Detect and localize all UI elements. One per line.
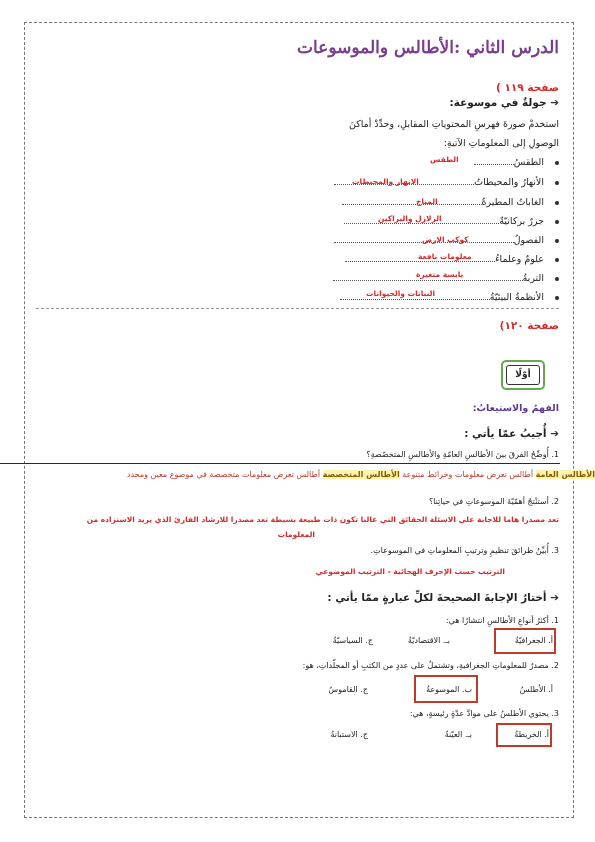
list-item: الأنهارُ والمحيطاتُ [334,176,559,188]
answer-text: النباتات والحيوانات [366,289,436,298]
list-item: الفصولُ [334,234,559,246]
list-item: الأنظمةُ البيئيّةُ [340,291,559,303]
list-item: الغاباتُ المطيرةُ [342,196,559,208]
understanding-heading: الفهمُ والاستيعابُ: [472,403,559,414]
list-item: التربةُ [333,272,559,284]
answer-text: الترتيب حسب الإحرف الهجائية - الترتيب الموضوعي [315,567,505,576]
answer-text: كوكب الارض [422,235,469,244]
mc-option-a: أ. الخريطةُ [514,730,549,739]
bullet-icon [555,258,559,262]
answer-text: الانهار والمحيطات [352,177,419,186]
answer-text: أطالس تعرض معلومات متخصصة في موضوع معين ومحدد [126,470,321,479]
mc-question-1: 1. أكثرُ أنواعِ الأطالسِ انتشارًا هي: [445,616,559,625]
answer-text: المعلومات [277,530,315,539]
bullet-icon [555,239,559,243]
tour-instruction-2: الوصولِ إلى المعلوماتِ الآتيةِ: [443,138,559,149]
lesson-title: الدرس الثاني :الأطالس والموسوعات [297,38,559,58]
answer-text: الطقس [430,155,459,164]
question-2: 2. أستنْتجُ أهمّيّةَ الموسوعاتِ في حياتِنا؟ [428,497,559,506]
answer-term: الأطالس المتخصصة [322,470,400,479]
divider-line [0,463,560,464]
answer-text: المناخ [416,197,438,206]
arrow-icon: ➔ [550,592,559,604]
mc-option-b: بـ. العيّنةُ [444,730,472,739]
list-item: علومٌ وعلماءُ [345,253,559,265]
answer-heading: ➔ أُجيبُ عمّا يأتي : [464,428,559,440]
list-item: الطقسُ [474,156,559,168]
bullet-icon [555,296,559,300]
arrow-icon: ➔ [550,97,559,109]
mc-option-b: ب. الموسوعةُ [426,685,472,694]
answer-text: معلومات نافعة [418,252,472,261]
bullet-icon [555,161,559,165]
answer-text: يابسة متغيرة [416,270,464,279]
bullet-icon [555,201,559,205]
answer-term: الأطالس العامة [535,470,595,479]
bullet-icon [555,220,559,224]
tour-instruction-1: استخدمْ صورةَ فهرسِ المحتوياتِ المقابلِ، وحدِّدْ أماكنَ [349,119,559,130]
question-1: 1. أُوضِّحُ الفرقَ بينَ الأطالسِ العامّةِ والأطالسِ المتخصّصةِ؟ [366,450,559,459]
answer-text: تعد مصدرا هاما للاجابة على الاسئلة الحقائق التي غالبا تكون ذات طبيعة بسيطة تعد مصدرا للارشاد القارئ الذي يريد الاستزاده من [86,515,559,524]
section-divider [36,308,559,309]
mc-question-2: 2. مصدرٌ للمعلوماتِ الجغرافيةِ، وتشتملُ على عددٍ من الكتبِ أو المجلّداتِ، هو: [302,661,559,670]
choose-heading: ➔ أختارُ الإجابةَ الصحيحةَ لكلِّ عبارةٍ ممّا يأتي : [327,592,559,604]
bullet-icon [555,181,559,185]
arrow-icon: ➔ [550,428,559,440]
question-1-answer [127,470,595,479]
answer-text: الزلازل والبراكين [378,214,442,223]
bullet-icon [555,277,559,281]
list-item: جزرٌ بركانيّةٌ [344,215,559,227]
mc-option-b: بـ. الاقتصاديّةُ [407,636,450,645]
tour-heading: ➔ جولةٌ في موسوعة: [449,97,559,109]
mc-option-a: أ. الجغرافيّةُ [514,636,553,645]
mc-question-3: 3. يحتوي الأطلسُ على موادَّ عدّةٍ رئيسةٍ، هي: [409,709,559,718]
mc-option-a: أ. الأطلسُ [519,685,553,694]
mc-option-c: ج. الاستبانةُ [330,730,368,739]
section-box-label: أوّلًا [506,365,540,385]
mc-option-c: ج. السياسيّةُ [332,636,373,645]
mc-option-c: ج. القاموسُ [328,685,368,694]
page-119-label: صفحة ١١٩ ) [496,82,559,94]
page-120-label: صفحة ١٢٠) [499,320,559,332]
answer-text: أطالس تعرض معلومات وخرائط متنوعة [402,470,534,479]
question-3: 3. أُبيِّنُ طرائقَ تنظيمِ وترتيبِ المعلوماتِ في الموسوعاتِ. [370,546,559,555]
section-box [501,360,545,390]
